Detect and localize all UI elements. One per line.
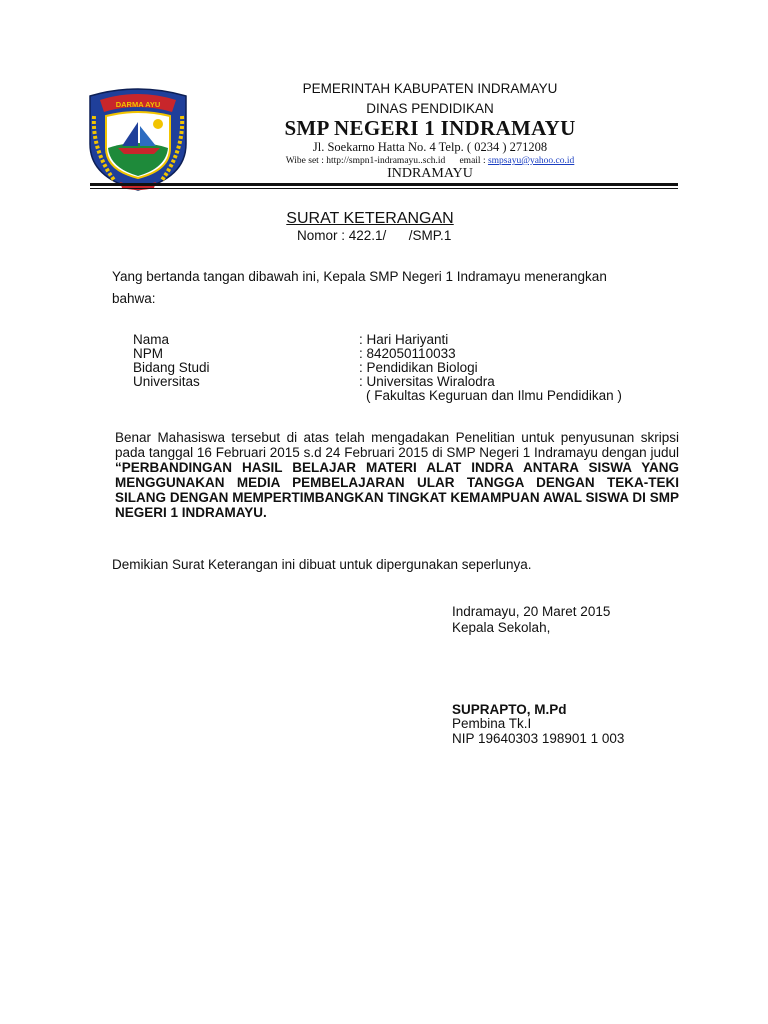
research-title: “PERBANDINGAN HASIL BELAJAR MATERI ALAT INDRA ANTARA SISWA YANG MENGGUNAKAN MEDIA PEMBELAJARAN ULAR TANGGA DENGAN TEKA-TEKI SILANG DENGAN MEMPERTIMBANGKAN TINGKAT KEMAMPUAN AWAL SISWA DI SMP NEGERI 1 INDRAMAYU. — [115, 460, 679, 520]
closing-sentence: Demikian Surat Keterangan ini dibuat untuk dipergunakan seperlunya. — [112, 557, 532, 572]
document-number: Nomor : 422.1/ /SMP.1 — [297, 228, 452, 243]
signature-place-date: Indramayu, 20 Maret 2015 — [452, 604, 611, 619]
header-city: INDRAMAYU — [387, 166, 473, 181]
intro-line-1: Yang bertanda tangan dibawah ini, Kepala SMP Negeri 1 Indramayu menerangkan — [112, 269, 607, 284]
detail-label-nama: Nama — [133, 332, 170, 347]
detail-label-universitas: Universitas — [133, 374, 200, 389]
body-paragraph — [115, 430, 679, 520]
header-rule-thin — [90, 188, 678, 189]
document-title: SURAT KETERANGAN — [286, 210, 454, 227]
signature-nip: NIP 19640303 198901 1 003 — [452, 731, 625, 746]
header-contact — [200, 156, 660, 166]
detail-value-nama: : Hari Hariyanti — [359, 332, 449, 347]
detail-value-universitas: : Universitas Wiralodra — [359, 374, 495, 389]
signature-name: SUPRAPTO, M.Pd — [452, 702, 567, 717]
signature-role: Kepala Sekolah, — [452, 620, 551, 635]
header-website: Wibe set : http://smpn1-indramayu..sch.id — [285, 156, 446, 166]
intro-line-2: bahwa: — [112, 291, 156, 306]
header-school-name: SMP NEGERI 1 INDRAMAYU — [284, 116, 576, 140]
kabupaten-emblem-logo — [86, 86, 190, 192]
detail-faculty: ( Fakultas Keguruan dan Ilmu Pendidikan ) — [366, 388, 622, 403]
header-rule-thick — [90, 183, 678, 186]
detail-label-npm: NPM — [133, 346, 163, 361]
header-email-link[interactable]: smpsayu@yahoo.co.id — [487, 156, 575, 166]
header-address: Jl. Soekarno Hatta No. 4 Telp. ( 0234 ) 271208 — [312, 140, 548, 154]
detail-value-bidang-studi: : Pendidikan Biologi — [359, 360, 478, 375]
signature-rank: Pembina Tk.I — [452, 716, 532, 731]
header-email-label: email : — [459, 156, 486, 166]
header-government: PEMERINTAH KABUPATEN INDRAMAYU — [302, 81, 558, 96]
svg-text:DARMA AYU: DARMA AYU — [115, 100, 161, 109]
body-text: Benar Mahasiswa tersebut di atas telah mengadakan Penelitian untuk penyusunan skripsi pada tanggal 16 Februari 2015 s.d 24 Februari 2015 di SMP Negeri 1 Indramayu dengan judul — [115, 430, 679, 460]
detail-value-npm: : 842050110033 — [359, 346, 456, 361]
detail-label-bidang-studi: Bidang Studi — [133, 360, 210, 375]
header-department: DINAS PENDIDIKAN — [366, 101, 494, 116]
